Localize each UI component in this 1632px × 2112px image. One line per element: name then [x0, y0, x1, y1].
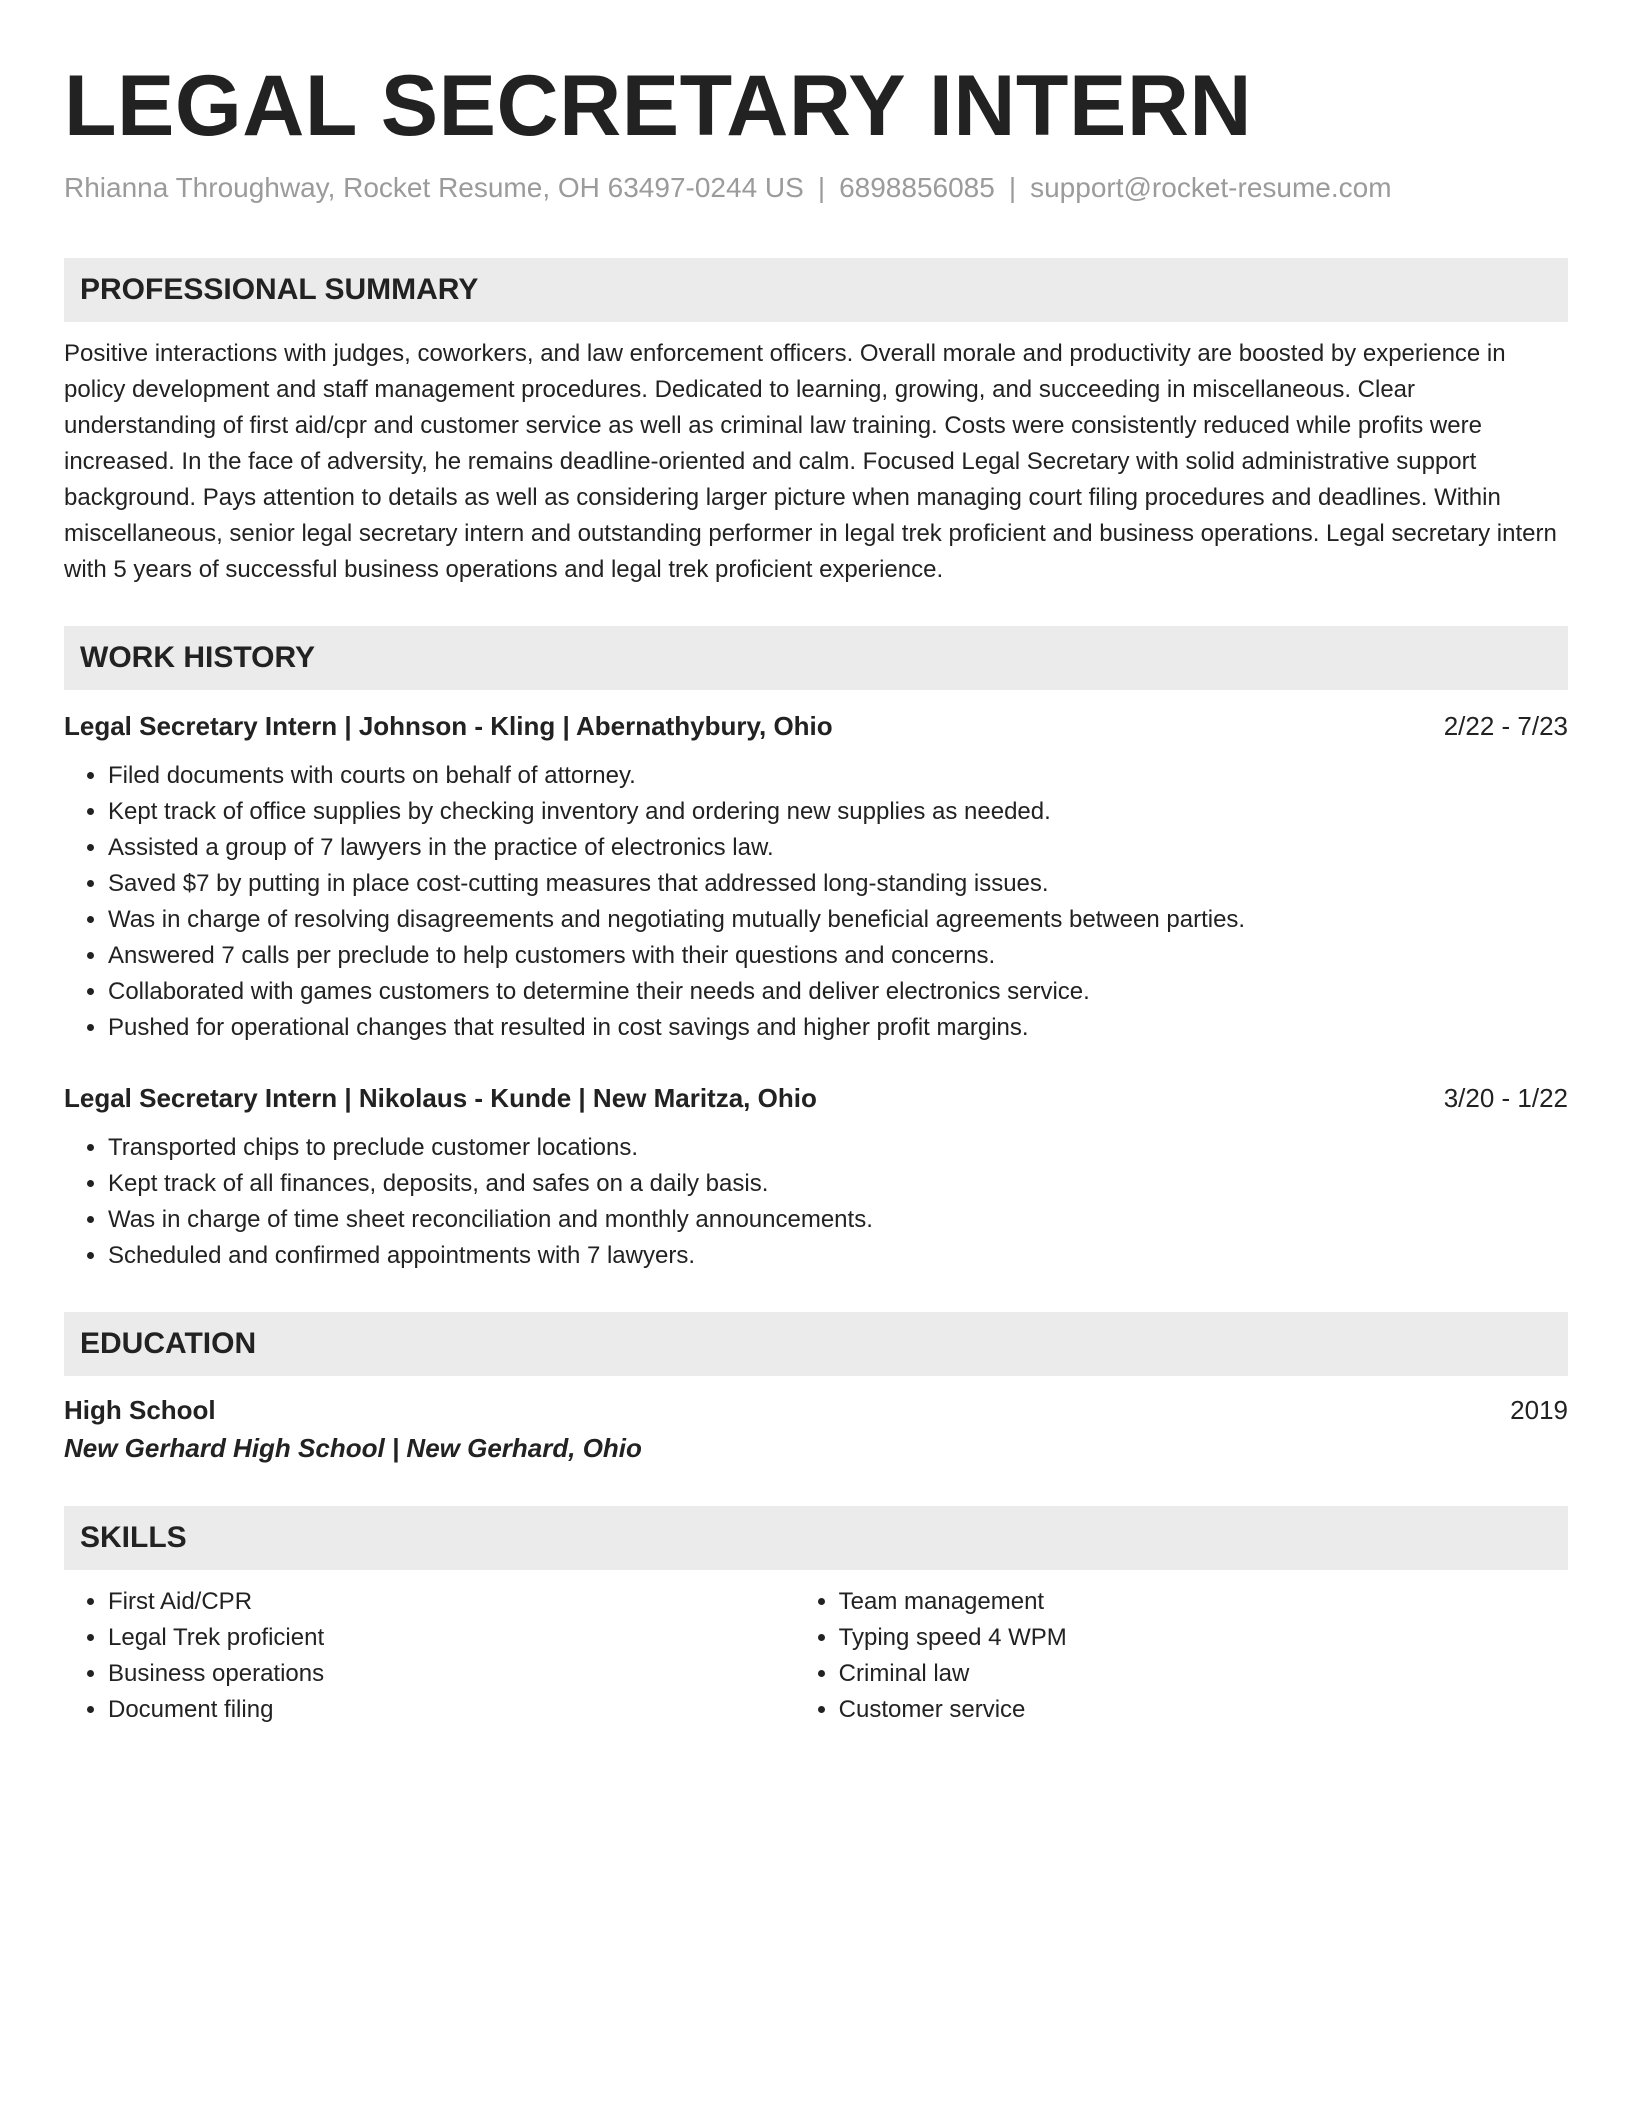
summary-text: Positive interactions with judges, coworkers, and law enforcement officers. Overall morale and productivity are boosted by experience in policy development and staff management procedures. Dedicated to learning, growing, and succeeding in miscellaneous. Clear understanding of first aid/cpr and customer service as well as criminal law training. Costs were consistently reduced while profits were increased. In the face of adversity, he remains deadline-oriented and calm. Focused Legal Secretary with solid administrative support background. Pays attention to details as well as considering larger picture when managing court filing procedures and deadlines. Within miscellaneous, senior legal secretary intern and outstanding performer in legal trek proficient and business operations. Legal secretary intern with 5 years of successful business operations and legal trek proficient experience.	[64, 340, 1557, 583]
skill-item: • Legal Trek proficient	[108, 1620, 795, 1656]
education-heading: EDUCATION	[64, 1312, 1568, 1376]
contact-separator: |	[817, 172, 826, 203]
job-entry	[64, 1080, 1568, 1274]
education-header	[64, 1392, 1568, 1428]
resume-title: LEGAL SECRETARY INTERN	[64, 58, 1253, 154]
education-year: 2019	[1510, 1395, 1568, 1425]
skill-item: • Typing speed 4 WPM	[839, 1620, 1568, 1656]
education-degree: High School	[64, 1395, 216, 1425]
job-bullet: • Scheduled and confirmed appointments with 7 lawyers.	[108, 1238, 1568, 1274]
skills-column-right	[795, 1584, 1568, 1728]
job-entry	[64, 708, 1568, 1046]
job-bullet: • Answered 7 calls per preclude to help customers with their questions and concerns.	[108, 938, 1568, 974]
job-bullet: • Kept track of all finances, deposits, and safes on a daily basis.	[108, 1166, 1568, 1202]
skill-item: • Customer service	[839, 1692, 1568, 1728]
skill-item: • First Aid/CPR	[108, 1584, 795, 1620]
job-bullet: • Pushed for operational changes that resulted in cost savings and higher profit margins.	[108, 1010, 1568, 1046]
job-bullet: • Was in charge of resolving disagreements and negotiating mutually beneficial agreements between parties.	[108, 902, 1568, 938]
contact-separator: |	[1008, 172, 1017, 203]
education-school: New Gerhard High School | New Gerhard, Ohio	[64, 1433, 642, 1463]
summary-heading: PROFESSIONAL SUMMARY	[64, 258, 1568, 322]
skill-item: • Business operations	[108, 1656, 795, 1692]
skill-item: • Document filing	[108, 1692, 795, 1728]
education-entry	[64, 1392, 1568, 1468]
skill-item: • Criminal law	[839, 1656, 1568, 1692]
job-dates: 2/22 - 7/23	[1443, 711, 1568, 741]
work-history-heading: WORK HISTORY	[64, 626, 1568, 690]
job-bullet: • Filed documents with courts on behalf of attorney.	[108, 758, 1568, 794]
job-bullet: • Kept track of office supplies by checking inventory and ordering new supplies as needed.	[108, 794, 1568, 830]
job-title: Legal Secretary Intern | Johnson - Kling | Abernathybury, Ohio	[64, 711, 833, 741]
job-header	[64, 1080, 1568, 1116]
skills-list	[64, 1584, 1568, 1728]
job-bullet: • Collaborated with games customers to determine their needs and deliver electronics service.	[108, 974, 1568, 1010]
job-bullet: • Saved $7 by putting in place cost-cutting measures that addressed long-standing issues.	[108, 866, 1568, 902]
contact-phone: 6898856085	[839, 172, 995, 203]
job-dates: 3/20 - 1/22	[1443, 1083, 1568, 1113]
job-bullet: • Was in charge of time sheet reconciliation and monthly announcements.	[108, 1202, 1568, 1238]
skill-item: • Team management	[839, 1584, 1568, 1620]
contact-line	[64, 170, 1568, 206]
job-bullets	[64, 758, 1568, 1046]
job-header	[64, 708, 1568, 744]
job-bullet: • Assisted a group of 7 lawyers in the practice of electronics law.	[108, 830, 1568, 866]
job-title: Legal Secretary Intern | Nikolaus - Kunde | New Maritza, Ohio	[64, 1083, 817, 1113]
skills-heading: SKILLS	[64, 1506, 1568, 1570]
skills-column-left	[64, 1584, 795, 1728]
job-bullet: • Transported chips to preclude customer locations.	[108, 1130, 1568, 1166]
resume-page	[64, 0, 1568, 1728]
contact-address: Rhianna Throughway, Rocket Resume, OH 63497-0244 US	[64, 172, 804, 203]
contact-email: support@rocket-resume.com	[1030, 172, 1392, 203]
job-bullets	[64, 1130, 1568, 1274]
